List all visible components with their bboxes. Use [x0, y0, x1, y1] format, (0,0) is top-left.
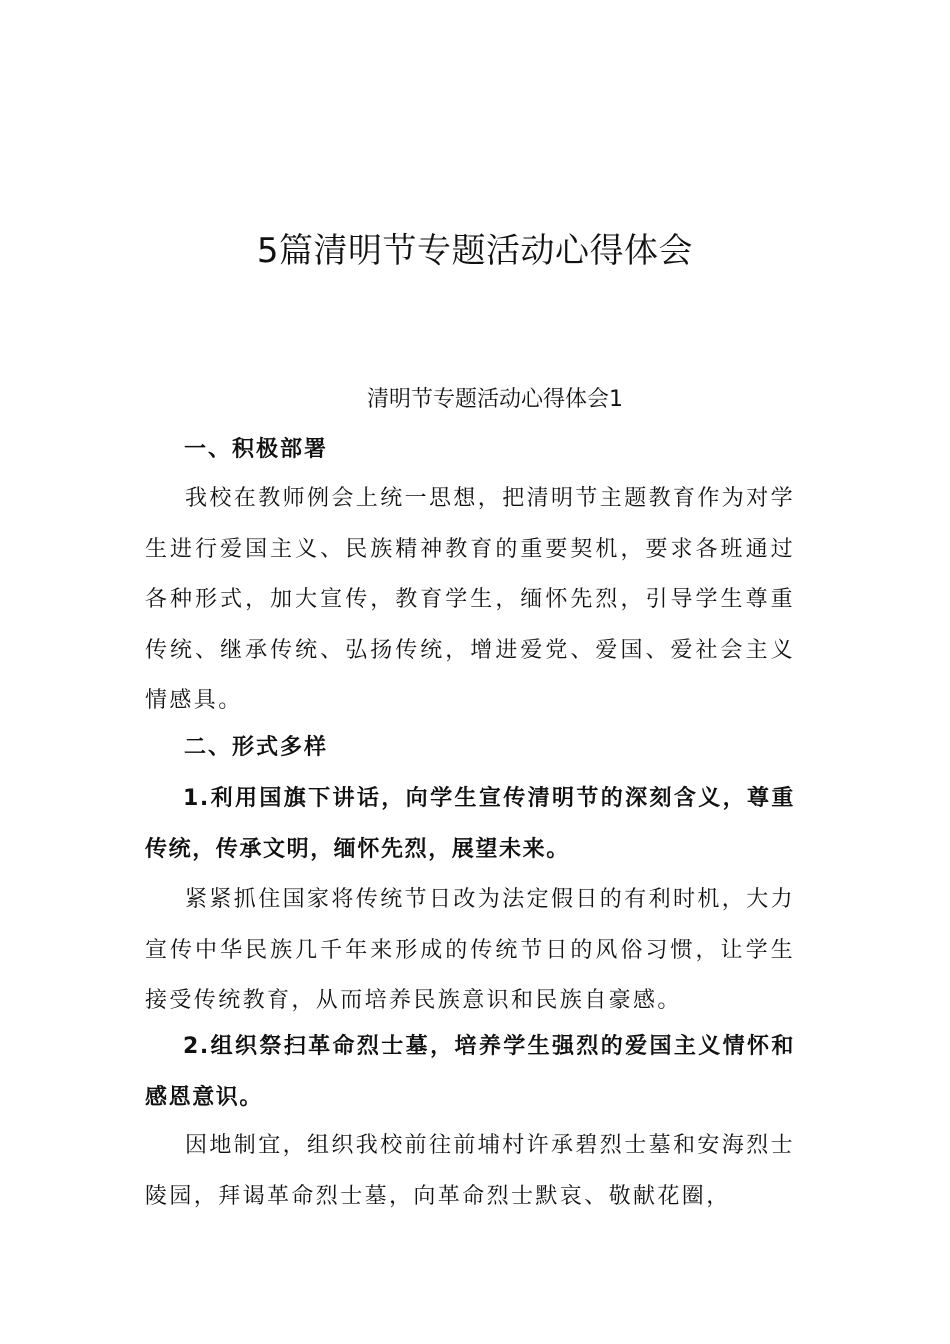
point-martyr-tomb: 2.组织祭扫革命烈士墓，培养学生强烈的爱国主义情怀和感恩意识。: [145, 1034, 795, 1110]
paragraph-martyr-tomb: 因地制宜，组织我校前往前埔村许承碧烈士墓和安海烈士陵园，拜谒革命烈士墓，向革命烈士默哀、敬献花圈，: [145, 1133, 796, 1209]
paragraph-flag-speech: 紧紧抓住国家将传统节日改为法定假日的有利时机，大力宣传中华民族几千年来形成的传统节日的风俗习惯，让学生接受传统教育，从而培养民族意识和民族自豪感。: [145, 887, 796, 1013]
point-flag-speech: 1.利用国旗下讲话，向学生宣传清明节的深刻含义，尊重传统，传承文明，缅怀先烈，展望未来。: [145, 786, 795, 862]
heading-forms: 二、形式多样: [184, 735, 329, 760]
section-title: 清明节专题活动心得体会1: [367, 387, 623, 412]
heading-deployment: 一、积极部署: [184, 437, 329, 462]
document-title: 5篇清明节专题活动心得体会: [256, 231, 694, 271]
paragraph-deployment: 我校在教师例会上统一思想，把清明节主题教育作为对学生进行爱国主义、民族精神教育的重要契机，要求各班通过各种形式，加大宣传，教育学生，缅怀先烈，引导学生尊重传统、继承传统、弘扬传统，增进爱党、爱国、爱社会主义情感具。: [145, 486, 796, 713]
